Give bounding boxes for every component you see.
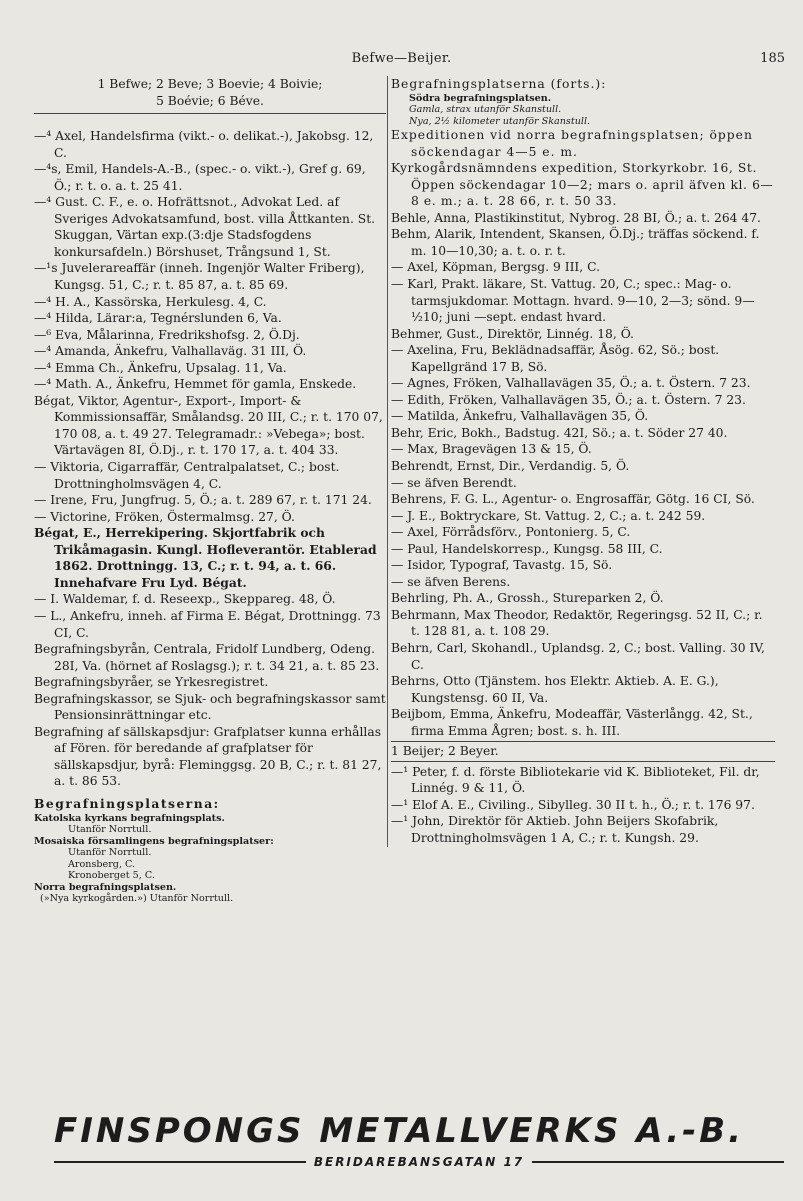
directory-entry: — Karl, Prakt. läkare, St. Vattug. 20, C.; spec.: Mag- o. tarmsjukdomar. Mottagn. hvard. 9—10, 2—3; sönd. 9—½10; juni —sept. endast hvard. <box>391 276 755 325</box>
directory-entry: — Agnes, Fröken, Valhallavägen 35, Ö.; a. t. Östern. 7 23. <box>391 376 751 391</box>
directory-entry: Begrafningsbyrån, Centrala, Fridolf Lundberg, Odeng. 28I, Va. (hörnet af Roslagsg.); r. t. 34 21, a. t. 85 23. <box>34 642 380 673</box>
directory-entry: Behrling, Ph. A., Grossh., Stureparken 2, Ö. <box>391 591 664 606</box>
directory-entry: —¹s Juvelerareaffär (inneh. Ingenjör Walter Friberg), Kungsg. 51, C.; r. t. 85 87, a. t. 85 69. <box>34 261 365 293</box>
running-head: Befwe—Beijer. <box>351 51 452 66</box>
directory-entry: Behmer, Gust., Direktör, Linnég. 18, Ö. <box>391 326 634 341</box>
directory-entry: —⁴ Axel, Handelsfirma (vikt.- o. delikat.-), Jakobsg. 12, C. <box>34 129 374 160</box>
directory-entry: —⁴ Emma Ch., Änkefru, Upsalag. 11, Va. <box>34 360 287 375</box>
directory-entry: Expeditionen vid norra begrafningsplatsen; öppen söckendagar 4—5 e. m. <box>391 128 753 159</box>
burial-line: Utanför Norrtull. <box>68 824 152 836</box>
directory-entry: — Victorine, Fröken, Östermalmsg. 27, Ö. <box>34 509 295 524</box>
directory-entry: Behrens, F. G. L., Agentur- o. Engrosaffär, Götg. 16 CI, Sö. <box>391 492 755 507</box>
name-variants-line: 5 Boévie; 6 Béve. <box>156 93 264 108</box>
page-number: 185 <box>760 51 785 66</box>
cemetery-line: Gamla, strax utanför Skanstull. <box>409 104 562 116</box>
directory-entry: — Viktoria, Cigarraffär, Centralpalatset, C.; bost. Drottningholmsvägen 4, C. <box>34 460 340 491</box>
advert-subtitle-row <box>54 1155 784 1169</box>
burial-line: Utanför Norrtull. <box>68 847 152 859</box>
directory-entry: —⁴ Math. A., Änkefru, Hemmet för gamla, Enskede. <box>34 377 357 392</box>
cemetery-line: Nya, 2½ kilometer utanför Skanstull. <box>409 115 591 127</box>
burial-line: Norra begrafningsplatsen. <box>34 881 177 893</box>
directory-entry: — Edith, Fröken, Valhallavägen 35, Ö.; a. t. Östern. 7 23. <box>391 392 746 407</box>
directory-entry: — Irene, Fru, Jungfrug. 5, Ö.; a. t. 289 67, r. t. 171 24. <box>34 493 372 508</box>
directory-entry: — L., Ankefru, inneh. af Firma E. Bégat, Drottningg. 73 CI, C. <box>34 608 381 640</box>
directory-entry-advert: Bégat, E., Herrekipering. Skjortfabrik och Trikåmagasin. Kungl. Hofleverantör. Etablerad 1862. Drottningg. 13, C.; r. t. 94, a. t. 66. Innehafvare Fru Lyd. Bégat. <box>34 525 377 590</box>
directory-entry: Kyrkogårdsnämndens expedition, Storkyrkobr. 16, St. Öppen söckendagar 10—2; mars o. april äfven kl. 6—8 e. m.; a. t. 28 66, r. t. 50 33. <box>391 161 774 209</box>
directory-entry: —⁴ Gust. C. F., e. o. Hofrättsnot., Advokat Led. af Sveriges Advokatsamfund, bost. villa Åttkanten. St. Skuggan, Värtan exp.(3:dje Stadsfogdens konkursafdeln.) Börshuset, Trångsund 1, St. <box>34 195 376 259</box>
directory-entry: Behm, Alarik, Intendent, Skansen, Ö.Dj.; träffas söckend. f. m. 10—10,30; a. t. o. r. t. <box>391 227 760 258</box>
directory-entry: —⁴s, Emil, Handels-A.-B., (spec.- o. vikt.-), Gref g. 69, Ö.; r. t. o. a. t. 25 41. <box>34 162 366 193</box>
advert-title: FINSPONGS METALLVERKS A.-B. <box>54 1111 745 1151</box>
left-column <box>34 76 386 905</box>
directory-entry: — Axel, Köpman, Bergsg. 9 III, C. <box>391 260 600 275</box>
advert-rule-left <box>54 1161 306 1163</box>
directory-entry: — Isidor, Typograf, Tavastg. 15, Sö. <box>391 558 613 573</box>
directory-entry: —⁴ H. A., Kassörska, Herkulesg. 4, C. <box>34 294 267 309</box>
directory-entry: — Axel, Förrådsförv., Pontonierg. 5, C. <box>391 525 631 540</box>
directory-entry: — I. Waldemar, f. d. Reseexp., Skeppareg. 48, Ö. <box>34 592 336 607</box>
directory-entry: —¹ Elof A. E., Civiling., Sibylleg. 30 II t. h., Ö.; r. t. 176 97. <box>391 797 755 812</box>
directory-entry: — Paul, Handelskorresp., Kungsg. 58 III, C. <box>391 541 663 556</box>
directory-entry: Begrafningskassor, se Sjuk- och begrafningskassor samt Pensionsinrättningar etc. <box>34 691 386 723</box>
left-name-variants <box>34 76 386 114</box>
directory-entry: — Max, Bragevägen 13 & 15, Ö. <box>391 442 592 457</box>
directory-entry: Beijbom, Emma, Änkefru, Modeaffär, Västerlångg. 42, St., firma Emma Ågren; bost. s. h. III. <box>391 707 753 738</box>
directory-entry: — se äfven Berendt. <box>391 475 517 490</box>
directory-entry: —¹ John, Direktör för Aktieb. John Beijers Skofabrik, Drottningholmsvägen 1 A, C.; r. t. Kungsh. 29. <box>391 814 719 846</box>
directory-entry: Behrn, Carl, Skohandl., Uplandsg. 2, C.; bost. Valling. 30 IV, C. <box>391 641 765 672</box>
directory-entry: — J. E., Boktryckare, St. Vattug. 2, C.; a. t. 242 59. <box>391 508 706 523</box>
continued-heading: Begrafningsplatserna (forts.): <box>391 77 607 91</box>
burial-line: Mosaiska församlingens begrafningsplatser: <box>34 835 274 847</box>
directory-entry: — Matilda, Änkefru, Valhallavägen 35, Ö. <box>391 409 649 424</box>
cemetery-line: Södra begrafningsplatsen. <box>409 92 552 104</box>
footer-advertisement <box>54 1111 784 1169</box>
directory-entry: — Axelina, Fru, Beklädnadsaffär, Åsög. 62, Sö.; bost. Kapellgränd 17 B, Sö. <box>391 343 720 374</box>
directory-entry: Behrendt, Ernst, Dir., Verdandig. 5, Ö. <box>391 458 630 473</box>
directory-entry: Behrns, Otto (Tjänstem. hos Elektr. Aktieb. A. E. G.), Kungstensg. 60 II, Va. <box>391 674 719 705</box>
burial-line: Katolska kyrkans begrafningsplats. <box>34 812 225 824</box>
directory-entry: Begrafning af sällskapsdjur: Grafplatser kunna erhållas af Fören. för beredande af grafplatser för sällskapsdjur, byrå: Fleminggsg. 20 B, C.; r. t. 81 27, a. t. 86 53. <box>34 724 382 789</box>
directory-entry: — se äfven Berens. <box>391 574 511 589</box>
burial-line: (»Nya kyrkogården.») Utanför Norrtull. <box>40 893 234 905</box>
directory-entry: Behrmann, Max Theodor, Redaktör, Regeringsg. 52 II, C.; r. t. 128 81, a. t. 108 29. <box>391 607 763 639</box>
name-variants-heading: 1 Beijer; 2 Beyer. <box>391 741 775 762</box>
burial-line: Kronoberget 5, C. <box>68 870 155 882</box>
directory-entry: Begrafningsbyråer, se Yrkesregistret. <box>34 675 269 690</box>
directory-entry: Behr, Eric, Bokh., Badstug. 42I, Sö.; a. t. Söder 27 40. <box>391 425 728 440</box>
section-title: Begrafningsplatserna: <box>34 795 220 811</box>
advert-subtitle: BERIDAREBANSGATAN 17 <box>313 1155 525 1169</box>
directory-entry: —⁴ Hilda, Lärar:a, Tegnérslunden 6, Va. <box>34 311 282 326</box>
burial-line: Aronsberg, C. <box>68 858 136 870</box>
directory-entry: —⁴ Amanda, Änkefru, Valhallaväg. 31 III, Ö. <box>34 344 307 359</box>
directory-entry: Behle, Anna, Plastikinstitut, Nybrog. 28 BI, Ö.; a. t. 264 47. <box>391 210 761 225</box>
name-variants-line: 1 Befwe; 2 Beve; 3 Boevie; 4 Boivie; <box>97 77 323 91</box>
directory-entry: —⁶ Eva, Målarinna, Fredrikshofsg. 2, Ö.Dj. <box>34 327 300 342</box>
advert-rule-right <box>532 1161 784 1163</box>
directory-entry: Bégat, Viktor, Agentur-, Export-, Import- & Kommissionsaffär, Smålandsg. 20 III, C.; r. t. 170 07, 170 08, a. t. 49 27. Telegramadr.: »Vebega»; bost. Värtavägen 8I, Ö.Dj., r. t. 170 17, a. t. 404 33. <box>34 393 383 458</box>
right-column <box>387 76 775 847</box>
directory-entry: —¹ Peter, f. d. förste Bibliotekarie vid K. Biblioteket, Fil. dr, Linnég. 9 & 11, Ö. <box>391 764 760 796</box>
